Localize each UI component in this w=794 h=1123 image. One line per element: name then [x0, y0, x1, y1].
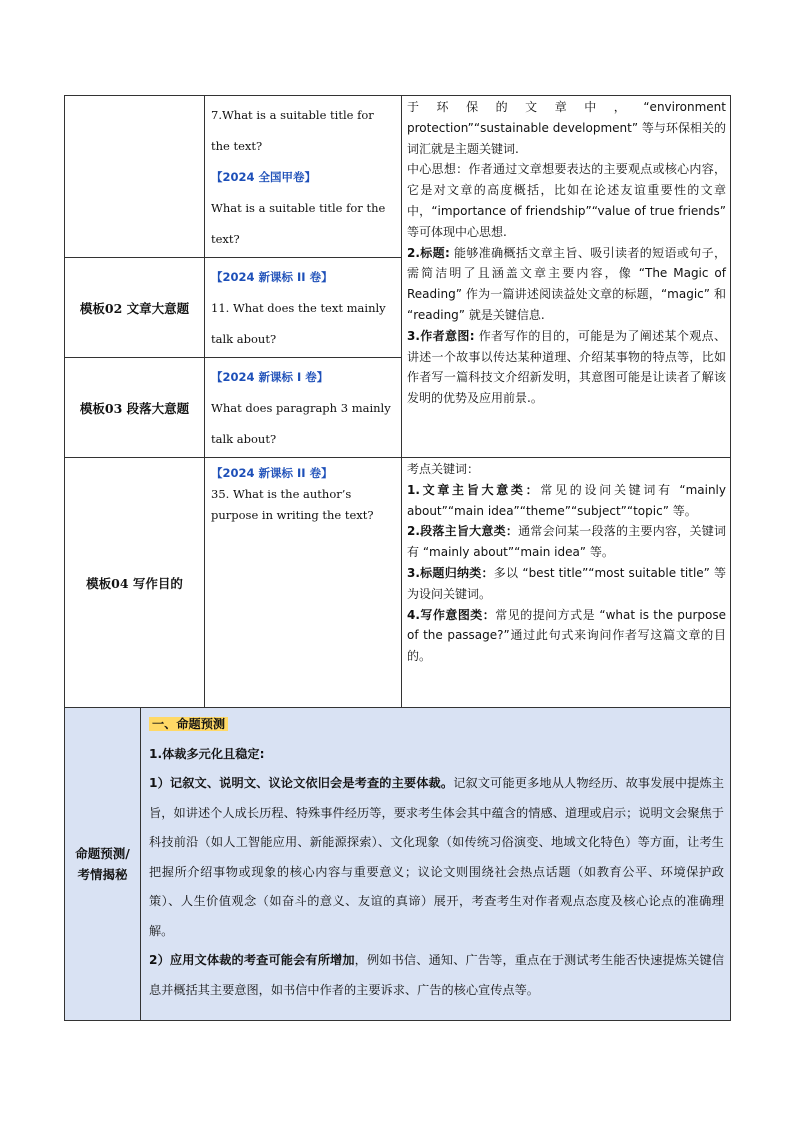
prediction-row — [65, 708, 731, 1021]
prediction-side-label: 命题预测/考情揭秘 — [65, 708, 141, 1021]
template-table — [64, 95, 731, 708]
template-label: 模板03 段落大意题 — [65, 358, 205, 458]
prediction-table — [64, 707, 731, 1021]
prediction-paragraph-label: 1）记叙文、说明文、议论文依旧会是考查的主要体裁。 — [149, 776, 454, 790]
prediction-paragraph-text: ，例如书信、通知、广告等，重点在于测试考生能否快速提炼关键信息并概括其主要意图，如书信中作者的主要诉求、广告的核心宣传点等。 — [149, 953, 725, 997]
prediction-paragraph — [149, 769, 724, 946]
question-text: What is a suitable title for the text? — [211, 201, 386, 246]
keyword-item — [407, 521, 726, 563]
notes-paragraph: 中心思想：作者通过文章想要表达的主要观点或核心内容，它是对文章的高度概括，比如在论述友谊重要性的文章中，“importance of friendship”“value of true friends” 等可体现中心思想. — [407, 162, 726, 239]
exam-tag: 【2024 新课标 II 卷】 — [211, 270, 333, 284]
row1-label-cell — [65, 96, 205, 258]
prediction-heading-line — [149, 710, 724, 740]
template-label: 模板02 文章大意题 — [65, 258, 205, 358]
exam-tag: 【2024 新课标 II 卷】 — [211, 466, 333, 480]
keyword-item — [407, 480, 726, 522]
keyword-text: 常见的提问方式是 “what is the purpose of the passage?”通过此句式来询问作者写这篇文章的目的。 — [407, 607, 726, 664]
keyword-label: 1.文章主旨大意类： — [407, 482, 541, 497]
notes-text: 作者写作的目的，可能是为了阐述某个观点、讲述一个故事以传达某种道理、介绍某事物的特点等，比如作者写一篇科技文介绍新发明，其意图可能是让读者了解该发明的优势及应用前景.。 — [407, 328, 726, 406]
notes-text: 能够准确概括文章主旨、吸引读者的短语或句子，需简洁明了且涵盖文章主要内容，像 “The Magic of Reading” 作为一篇讲述阅读益处文章的标题，“magic” 和 “reading” 就是关键信息. — [407, 245, 726, 322]
prediction-content — [141, 708, 731, 1021]
keyword-item — [407, 605, 726, 667]
keyword-label: 3.标题归纳类： — [407, 565, 494, 580]
row-title-question — [65, 96, 731, 258]
exam-tag: 【2024 全国甲卷】 — [211, 170, 317, 184]
template-label: 模板04 写作目的 — [65, 458, 205, 708]
question-text: 11. What does the text mainly talk about? — [211, 301, 386, 346]
prediction-paragraph-text: 记叙文可能更多地从人物经历、故事发展中提炼主旨，如讲述个人成长历程、特殊事件经历等，要求考生体会其中蕴含的情感、道理或启示；说明文会聚焦于科技前沿（如人工智能应用、新能源探索）、文化现象（如传统习俗演变、地域文化特色）等方面，让考生把握所介绍事物或现象的核心内容与重要意义；议论文则围绕社会热点话题（如教育公平、环境保护政策）、人生价值观念（如奋斗的意义、友谊的真谛）展开，考查考生对作者观点态度及核心论点的准确理解。 — [149, 776, 725, 938]
keyword-text: 多以 “best title”“most suitable title” 等为设问关键词。 — [407, 565, 726, 601]
notes-paragraph — [407, 326, 726, 409]
keywords-title: 考点关键词： — [407, 462, 480, 476]
prediction-heading: 一、命题预测 — [149, 717, 228, 731]
notes-paragraph — [407, 243, 726, 326]
question-text: 35. What is the author’s purpose in writing the text? — [211, 487, 374, 522]
keywords-cell — [402, 458, 731, 708]
prediction-point: 1.体裁多元化且稳定: — [149, 746, 265, 761]
row-template-04 — [65, 458, 731, 708]
main-table-frame — [64, 95, 730, 1021]
keyword-item — [407, 563, 726, 605]
notes-paragraph: 于环保的文章中，“environment protection”“sustainable development” 等与环保相关的词汇就是主题关键词. — [407, 100, 726, 156]
row4-question-cell — [205, 458, 402, 708]
row2-question-cell — [205, 258, 402, 358]
notes-cell — [402, 96, 731, 458]
row3-question-cell — [205, 358, 402, 458]
question-text: What does paragraph 3 mainly talk about? — [211, 401, 391, 446]
question-text: 7.What is a suitable title for the text? — [211, 108, 374, 153]
notes-label: 3.作者意图: — [407, 328, 475, 343]
keyword-label: 2.段落主旨大意类： — [407, 524, 519, 539]
notes-label: 2.标题: — [407, 245, 450, 260]
keyword-label: 4.写作意图类： — [407, 607, 496, 622]
keyword-text: 常见的设问关键词有 “mainly about”“main idea”“theme”“subject”“topic” 等。 — [407, 482, 726, 518]
prediction-paragraph — [149, 946, 724, 1005]
prediction-paragraph-label: 2）应用文体裁的考查可能会有所增加 — [149, 953, 355, 967]
exam-tag: 【2024 新课标 I 卷】 — [211, 370, 329, 384]
row1-question-cell — [205, 96, 402, 258]
keyword-text: 通常会问某一段落的主要内容，关键词有 “mainly about”“main idea” 等。 — [407, 524, 726, 560]
